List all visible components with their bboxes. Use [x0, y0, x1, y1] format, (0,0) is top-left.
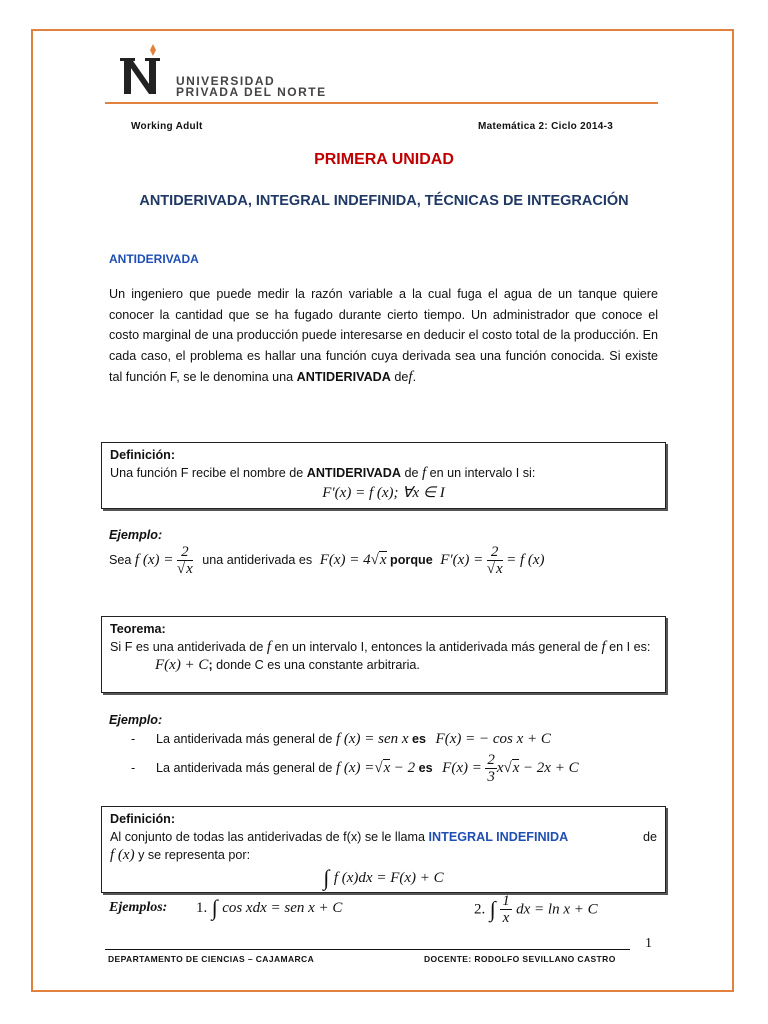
def1-f-symbol: f: [421, 465, 427, 481]
ex2-item2-text: La antiderivada más general de: [156, 760, 333, 775]
example2-label: Ejemplo:: [109, 713, 163, 727]
def1-text-a: Una función F recibe el nombre de: [110, 466, 304, 480]
ex2-item1-f: f (x) = sen x: [335, 731, 409, 747]
definition2-formula-line: [110, 865, 657, 891]
definition1-formula: F′(x) = f (x); ∀x ∈ I: [322, 485, 445, 501]
thm-text-c: en I es:: [609, 640, 651, 654]
theorem-box: [101, 616, 666, 693]
example1-label: Ejemplo:: [109, 528, 163, 542]
ex3-n1: 1.: [196, 900, 208, 917]
ex2-tail: − 2x + C: [522, 759, 579, 776]
def2-text-c: y se representa por:: [138, 848, 251, 862]
definition2-text-2: [110, 846, 657, 864]
ex1-end: = f (x): [506, 551, 545, 568]
def2-integral-sign: ∫: [323, 865, 330, 890]
section-heading: ANTIDERIVADA: [109, 252, 199, 266]
ex1-num2: 2: [487, 544, 503, 561]
theorem-label: Teorema:: [110, 622, 166, 636]
ex2-sqrt2: x: [512, 759, 520, 776]
examples3-label: Ejemplos:: [109, 900, 168, 915]
definition2-text: [110, 828, 657, 846]
thm-text-d: donde C es una constante arbitraria.: [216, 658, 420, 672]
thm-f-symbol: f: [266, 639, 271, 655]
ex3-ex1: cos xdx = sen x + C: [222, 900, 343, 917]
def2-fx: f (x): [110, 847, 135, 863]
ex1-fx: f (x) =: [134, 551, 174, 568]
course-label: Matemática 2: Ciclo 2014-3: [478, 121, 614, 132]
ex2-item2-es: es: [418, 760, 433, 775]
ex1-Fpx: F′(x) =: [440, 551, 484, 568]
ex2-item1-text: La antiderivada más general de: [156, 732, 333, 746]
intro-period: .: [412, 369, 417, 384]
example1-line: Sea f (x) = $\frac{2}{√x}$ una antiderivada es F(x) = 4√x porque F′(x) = $\frac{2}{√x}$ = f (x): [109, 544, 545, 577]
ex2-dash2: -: [131, 760, 136, 775]
definition2-label: Definición:: [110, 812, 176, 826]
ex2-item2-f-tail: − 2: [393, 759, 416, 776]
ex3-n2: 2.: [474, 901, 486, 918]
ex2-num: 2: [487, 752, 495, 768]
def1-text-b: de: [404, 466, 419, 480]
example2-item2: - La antiderivada más general de f (x) =√x − 2 es F(x) = $\frac{2}{3}$ x√x − 2x + C: [131, 752, 579, 785]
thm-formula: F(x) + C: [155, 657, 209, 673]
page-number: 1: [645, 936, 652, 951]
ex1-fraction2: $\frac{2}{√x}$: [486, 544, 503, 577]
ex2-item1-F: F(x) = − cos x + C: [435, 731, 551, 747]
footer-rule: [105, 949, 630, 950]
def2-text-b: de: [642, 830, 657, 844]
ex3-fraction: [500, 893, 512, 926]
theorem-formula-line: [110, 656, 657, 674]
upn-logo-icon: [120, 42, 170, 98]
ex1-porque: porque: [390, 552, 433, 567]
intro-paragraph: [109, 284, 658, 388]
definition1-text: [110, 464, 657, 482]
ex1-Fx: F(x) = 4: [319, 551, 371, 568]
topics-title: ANTIDERIVADA, INTEGRAL INDEFINIDA, TÉCNICAS DE INTEGRACIÓN: [139, 193, 629, 209]
header-rule: [105, 102, 658, 104]
def2-formula: f (x)dx = F(x) + C: [333, 870, 444, 887]
thm-semicolon: ;: [208, 658, 213, 672]
ex2-den: 3: [487, 769, 495, 785]
def2-text-a: Al conjunto de todas las antiderivadas de f(x) se le llama: [110, 830, 426, 844]
thm-f-symbol-2: f: [601, 639, 606, 655]
ex1-num: 2: [177, 544, 193, 561]
example2-item1: [131, 731, 551, 748]
university-name-line2: PRIVADA DEL NORTE: [176, 85, 327, 99]
footer-department: DEPARTAMENTO DE CIENCIAS – CAJAMARCA: [108, 954, 315, 964]
ex1-den: x: [186, 561, 193, 577]
intro-tail: de: [394, 369, 409, 384]
ex2-x: x: [496, 759, 504, 776]
intro-f-symbol: f: [408, 368, 413, 385]
ex2-dash1: -: [131, 732, 136, 746]
definition-box-1: [101, 442, 666, 509]
ex2-item1-es: es: [412, 732, 427, 746]
ex3-den: x: [502, 910, 510, 926]
unit-title: PRIMERA UNIDAD: [314, 151, 454, 168]
def1-text-c: en un intervalo I si:: [429, 466, 536, 480]
ex1-sea: Sea: [109, 552, 132, 567]
intro-text: Un ingeniero que puede medir la razón variable a la cual fuga el agua de un tanque quiere conocer la cantidad que se ha fugado durante cierto tiempo. Un administrador que conoce el costo marginal de una producción puede interesarse en deducir el costo total de la producción. En cada caso, el problema es hallar una función cuya derivada sea una función conocida. Si existe tal función F, se le denomina una: [109, 287, 658, 384]
definition1-label: Definición:: [110, 448, 176, 462]
ex3-int1: ∫: [211, 895, 218, 920]
ex1-sqrt-x: x: [379, 551, 387, 568]
thm-text-a: Si F es una antiderivada de: [110, 640, 264, 654]
examples3-item2: [474, 893, 598, 926]
def1-bold: ANTIDERIVADA: [306, 466, 401, 480]
examples3-item1: [196, 895, 342, 921]
ex1-den2: x: [495, 561, 503, 577]
theorem-text: [110, 638, 657, 656]
intro-bold-term: ANTIDERIVADA: [296, 369, 391, 384]
ex1-middle: una antiderivada es: [202, 552, 313, 567]
university-name-line1: UNIVERSIDAD: [176, 74, 276, 88]
ex2-item2-sqrt: x: [383, 759, 391, 776]
ex3-int2: ∫: [489, 896, 496, 922]
ex2-item2-f: f (x) =: [335, 759, 375, 776]
ex3-num: 1: [502, 893, 510, 909]
footer-teacher: DOCENTE: RODOLFO SEVILLANO CASTRO: [424, 954, 616, 964]
ex2-item2-F: F(x) =: [442, 759, 482, 776]
ex2-fraction: [485, 752, 497, 785]
thm-text-b: en un intervalo I, entonces la antiderivada más general de: [274, 640, 598, 654]
examples3-line: [109, 898, 167, 916]
ex3-ex2: dx = ln x + C: [516, 901, 598, 918]
definition-box-2: [101, 806, 666, 893]
ex1-fraction: $\frac{2}{√x}$: [176, 544, 193, 577]
def2-integral-indefinida: INTEGRAL INDEFINIDA: [428, 830, 569, 844]
program-label: Working Adult: [131, 121, 203, 132]
